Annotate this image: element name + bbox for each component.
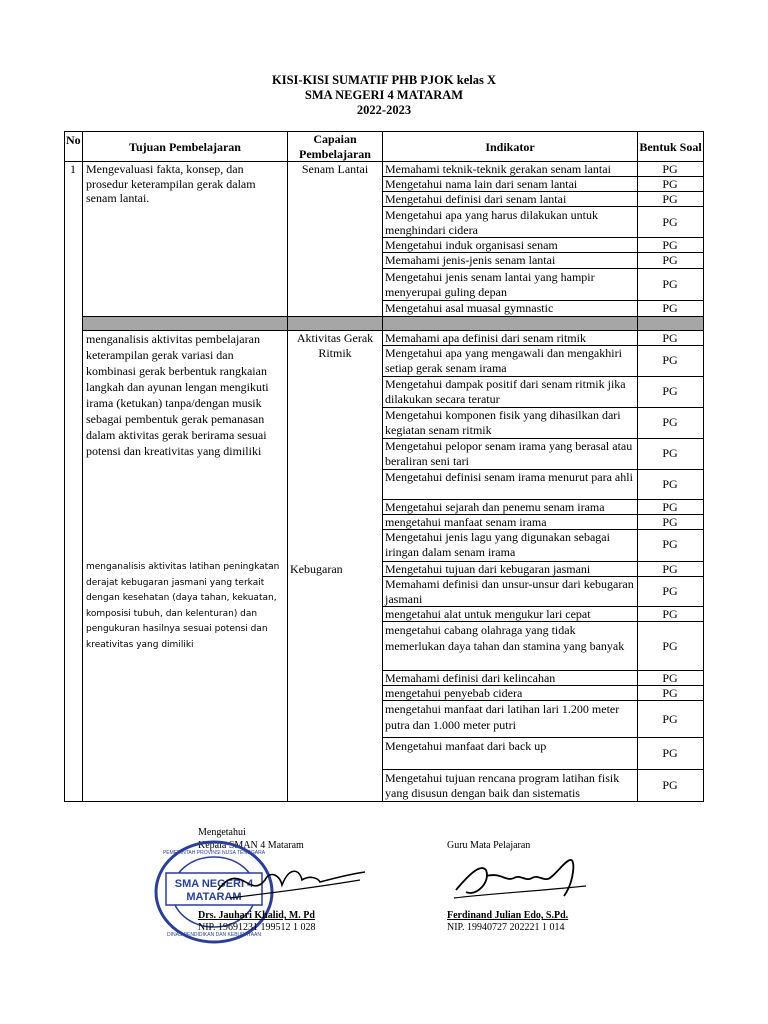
question-type: PG	[662, 353, 678, 367]
column-header-no: No	[66, 133, 81, 147]
question-type: PG	[662, 192, 678, 206]
question-type: PG	[662, 671, 678, 685]
svg-text:DINAS PENDIDIKAN DAN KEBUDAYAA: DINAS PENDIDIKAN DAN KEBUDAYAAN	[166, 932, 262, 938]
indicator-item: Mengetahui apa yang mengawali dan mengakhiri setiap gerak senam irama	[385, 346, 622, 375]
indicator-item: mengetahui manfaat dari latihan lari 1.200 meter putra dan 1.000 meter putri	[385, 702, 620, 732]
indicator-item: Mengetahui pelopor senam irama yang berasal atau beraliran seni tari	[385, 439, 633, 468]
indicator-item: Mengetahui definisi senam irama menurut para ahli	[385, 470, 633, 484]
indicator-item: Mengetahui sejarah dan penemu senam irama	[385, 500, 605, 514]
question-type: PG	[662, 162, 678, 176]
indicator-item: Mengetahui manfaat dari back up	[385, 739, 547, 753]
question-type: PG	[662, 639, 678, 653]
question-type: PG	[662, 537, 678, 551]
question-type: PG	[662, 415, 678, 429]
column-header-indikator: Indikator	[485, 140, 535, 154]
svg-text:MATARAM: MATARAM	[186, 891, 242, 903]
indicator-item: Mengetahui tujuan dari kebugaran jasmani	[385, 562, 591, 576]
indicator-item: Memahami definisi dan unsur-unsur dari kebugaran jasmani	[385, 577, 634, 606]
indicator-item: Mengetahui asal muasal gymnastic	[385, 301, 554, 315]
indicator-item: Mengetahui induk organisasi senam	[385, 238, 558, 252]
school-year: 2022-2023	[356, 103, 412, 117]
indicator-item: Memahami jenis-jenis senam lantai	[385, 253, 556, 267]
left-signature-position: Kepala SMAN 4 Mataram	[198, 840, 304, 851]
question-type: PG	[662, 238, 678, 252]
question-type: PG	[662, 277, 678, 291]
indicator-item: Memahami definisi dari kelincahan	[385, 671, 556, 685]
left-signature-scribble	[210, 850, 370, 910]
svg-text:SMA NEGERI 4: SMA NEGERI 4	[174, 878, 254, 890]
question-type: PG	[662, 477, 678, 491]
left-signature-label: Mengetahui	[198, 827, 246, 838]
school-name: SMA NEGERI 4 MATARAM	[304, 88, 464, 102]
question-type: PG	[662, 778, 678, 792]
column-header-tujuan: Tujuan Pembelajaran	[129, 140, 241, 154]
tujuan-section-3: menganalisis aktivitas latihan peningkatan derajat kebugaran jasmani yang terkait dengan kesehatan (daya tahan, kekuatan, komposisi tubuh, dan kelenturan) dan pengukuran hasilnya sesuai potensi dan kreativitas yang dimiliki	[86, 562, 280, 650]
question-type: PG	[662, 215, 678, 229]
column-header-bentuk: Bentuk Soal	[639, 140, 702, 154]
question-type: PG	[662, 712, 678, 726]
question-type: PG	[662, 515, 678, 529]
indicator-item: Mengetahui apa yang harus dilakukan untuk menghindari cidera	[385, 208, 598, 237]
question-type: PG	[662, 746, 678, 760]
question-type: PG	[662, 253, 678, 267]
capaian-section-3: Kebugaran	[290, 562, 343, 576]
left-signatory-name: Drs. Jauhari Khalid, M. Pd	[198, 910, 315, 921]
question-type: PG	[662, 384, 678, 398]
indicator-item: Mengetahui tujuan rencana program latihan fisik yang disusun dengan baik dan sistematis	[385, 771, 620, 800]
indicator-item: Memahami teknik-teknik gerakan senam lantai	[385, 162, 611, 176]
question-type: PG	[662, 301, 678, 315]
right-signatory-nip: NIP. 19940727 202221 1 014	[447, 922, 565, 933]
question-type: PG	[662, 500, 678, 514]
indicator-item: Mengetahui jenis lagu yang digunakan sebagai iringan dalam senam irama	[385, 530, 610, 559]
question-type: PG	[662, 446, 678, 460]
right-signatory-name: Ferdinand Julian Edo, S.Pd.	[447, 910, 569, 921]
indicator-item: Mengetahui komponen fisik yang dihasilkan dari kegiatan senam ritmik	[385, 408, 621, 437]
question-type: PG	[662, 686, 678, 700]
row-number: 1	[70, 162, 76, 176]
document-title: KISI-KISI SUMATIF PHB PJOK kelas X	[272, 73, 496, 87]
right-signature-label: Guru Mata Pelajaran	[447, 840, 531, 851]
svg-text:PEMERINTAH PROVINSI NUSA TENGG: PEMERINTAH PROVINSI NUSA TENGGARA	[162, 850, 266, 856]
indicator-item: Mengetahui dampak positif dari senam ritmik jika dilakukan secara teratur	[385, 377, 626, 406]
indicator-item: mengetahui alat untuk mengukur lari cepat	[385, 607, 591, 621]
question-type: PG	[662, 562, 678, 576]
indicator-item: mengetahui manfaat senam irama	[385, 515, 547, 529]
right-signature-scribble	[446, 852, 596, 908]
tujuan-section-2: menganalisis aktivitas pembelajaran keterampilan gerak variasi dan kombinasi gerak berbentuk rangkaian langkah dan ayunan lengan mengikuti irama (ketukan) tanpa/dengan musik sebagai pembentuk gerak pemanasan dalam aktivitas gerak berirama sesuai potensi dan kreativitas yang dimiliki	[86, 332, 269, 458]
capaian-section-2: Aktivitas Gerak Ritmik	[296, 331, 374, 360]
capaian-section-1: Senam Lantai	[301, 162, 369, 176]
indicator-item: Memahami apa definisi dari senam ritmik	[385, 331, 586, 345]
indicator-item: Mengetahui definisi dari senam lantai	[385, 192, 567, 206]
indicator-item: mengetahui penyebab cidera	[385, 686, 523, 700]
question-type: PG	[662, 331, 678, 345]
indicator-item: Mengetahui jenis senam lantai yang hampir menyerupai guling depan	[385, 270, 595, 299]
question-type: PG	[662, 607, 678, 621]
indicator-item: Mengetahui nama lain dari senam lantai	[385, 177, 578, 191]
question-type: PG	[662, 584, 678, 598]
tujuan-section-1: Mengevaluasi fakta, konsep, dan prosedur keterampilan gerak dalam senam lantai.	[86, 162, 256, 205]
question-type: PG	[662, 177, 678, 191]
indicator-item: mengetahui cabang olahraga yang tidak memerlukan daya tahan dan stamina yang banyak	[385, 623, 625, 653]
column-header-capaian: Capaian Pembelajaran	[299, 132, 371, 161]
left-signatory-nip: NIP. 19691231 199512 1 028	[198, 922, 316, 933]
